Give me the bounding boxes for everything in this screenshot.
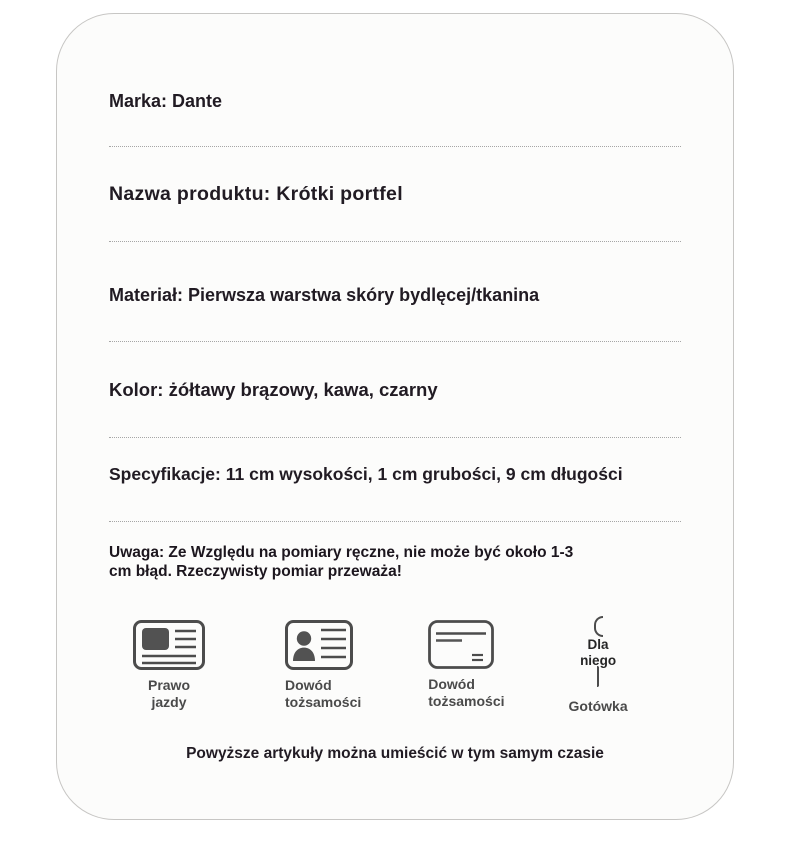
- brand-row: Marka: Dante: [109, 91, 223, 111]
- capacity-item-driving-license: [133, 620, 205, 711]
- row-divider: [109, 521, 681, 522]
- product-name-row: Nazwa produktu: Krótki portfel: [109, 183, 403, 205]
- measurement-note: [109, 543, 681, 581]
- capacity-item-id-card: [285, 620, 361, 711]
- material-row: Materiał: Pierwsza warstwa skóry bydlęcej/tkanina: [109, 285, 540, 305]
- capacity-label: Gotówka: [568, 698, 628, 714]
- driving-license-icon: [133, 620, 205, 670]
- row-divider: [109, 241, 681, 242]
- footer-note: Powyższe artykuły można umieścić w tym samym czasie: [186, 745, 604, 762]
- capacity-item-bank-card: [428, 620, 504, 710]
- capacity-label: Dowód tożsamości: [428, 676, 505, 709]
- note-line-1: Uwaga: Ze Względu na pomiary ręczne, nie może być około 1-3: [109, 544, 574, 561]
- product-spec-card: [56, 13, 734, 820]
- row-divider: [109, 341, 681, 342]
- cash-note-icon: [580, 620, 616, 686]
- color-row: Kolor: żółtawy brązowy, kawa, czarny: [109, 379, 438, 400]
- bank-card-icon: [428, 620, 494, 669]
- capacity-label: Dowód tożsamości: [285, 677, 362, 710]
- id-card-person-icon: [285, 620, 353, 670]
- capacity-item-cash: [569, 620, 628, 715]
- card-content: [57, 14, 733, 819]
- specs-row: Specyfikacje: 11 cm wysokości, 1 cm grubości, 9 cm długości: [109, 464, 623, 484]
- capacity-label: Prawo jazdy: [147, 677, 190, 710]
- capacity-icons-row: [109, 620, 681, 715]
- row-divider: [109, 146, 681, 147]
- note-line-2: cm błąd. Rzeczywisty pomiar przeważa!: [109, 563, 402, 580]
- row-divider: [109, 437, 681, 438]
- cash-icon-text-line-1: Dla: [587, 636, 609, 652]
- cash-icon-text-line-2: niego: [580, 653, 617, 668]
